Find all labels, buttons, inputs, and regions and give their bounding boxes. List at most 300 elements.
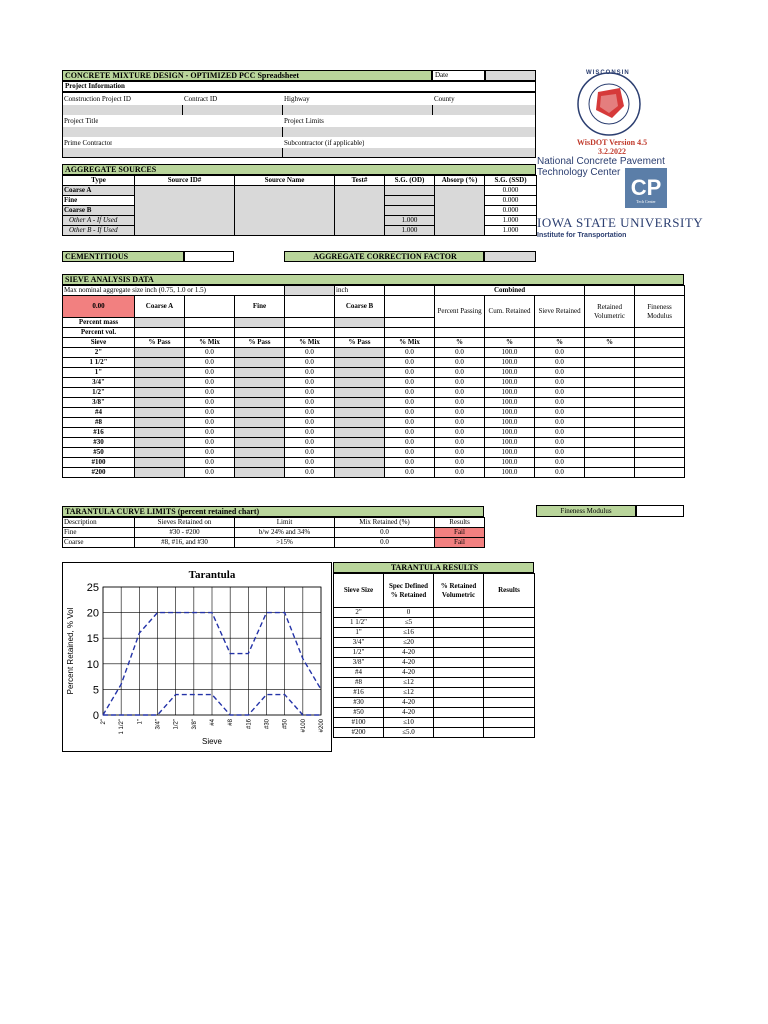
coarse-a-mix: 0.0 xyxy=(185,428,235,438)
fine-pass-input[interactable] xyxy=(235,448,285,458)
fine-mix: 0.0 xyxy=(285,448,335,458)
col-absorp: Absorp (%) xyxy=(435,176,485,186)
results-sieve: 1" xyxy=(334,628,384,638)
type-cell: Coarse A xyxy=(63,186,135,196)
coarse-b-pass-input[interactable] xyxy=(335,408,385,418)
results-col-sieve: Sieve Size xyxy=(334,574,384,608)
cum-retained: 100.0 xyxy=(485,398,535,408)
nominal-size-input[interactable] xyxy=(285,286,335,296)
percent-passing: 0.0 xyxy=(435,398,485,408)
absorp-input[interactable] xyxy=(435,186,485,236)
coarse-a-pass-input[interactable] xyxy=(135,458,185,468)
unit-pct: % xyxy=(535,338,585,348)
fine-mix: 0.0 xyxy=(285,428,335,438)
sieve-retained: 0.0 xyxy=(535,428,585,438)
blank-cell xyxy=(135,328,185,338)
fineness-modulus-label: Fineness Modulus xyxy=(536,505,636,517)
retained-vol xyxy=(585,378,635,388)
results-spec: ≤12 xyxy=(384,678,434,688)
coarse-a-pass-input[interactable] xyxy=(135,418,185,428)
sieve-nominal-row xyxy=(63,286,685,296)
sieve-size: 3/8" xyxy=(63,398,135,408)
retained-vol xyxy=(585,348,635,358)
coarse-b-mix: 0.0 xyxy=(385,388,435,398)
chart-y-tick: 5 xyxy=(92,684,99,697)
coarse-a-pass-input[interactable] xyxy=(135,388,185,398)
limits-col-description: Description xyxy=(63,518,135,528)
results-result xyxy=(484,668,535,678)
percent-passing: 0.0 xyxy=(435,448,485,458)
mix-design-title: CONCRETE MIXTURE DESIGN - OPTIMIZED PCC Spreadsheet xyxy=(62,70,432,81)
sieve-row xyxy=(63,398,685,408)
coarse-b-mix: 0.0 xyxy=(385,378,435,388)
results-result xyxy=(484,678,535,688)
fineness-modulus-cell xyxy=(635,348,685,358)
limit-sieves: #8, #16, and #30 xyxy=(135,538,235,548)
construction-id-field[interactable] xyxy=(63,105,183,115)
chart-title: Tarantula xyxy=(188,569,236,581)
coarse-b-mass-input[interactable] xyxy=(335,318,385,328)
coarse-a-pass-input[interactable] xyxy=(135,378,185,388)
chart-x-tick: 2" xyxy=(101,719,107,725)
cum-retained: 100.0 xyxy=(485,408,535,418)
coarse-a-pass-input[interactable] xyxy=(135,398,185,408)
cum-retained: 100.0 xyxy=(485,448,535,458)
cum-retained: 100.0 xyxy=(485,468,535,478)
inch-label: inch xyxy=(335,286,385,296)
subcontractor-label: Subcontractor (if applicable) xyxy=(284,139,365,147)
blank-cell xyxy=(285,328,335,338)
type-cell: Other A - If Used xyxy=(63,216,135,226)
table-row xyxy=(63,186,537,196)
chart-y-tick: 25 xyxy=(86,582,99,594)
coarse-a-mix: 0.0 xyxy=(185,458,235,468)
sg-od-input[interactable] xyxy=(385,206,435,216)
chart-y-tick: 20 xyxy=(86,607,99,620)
fine-mix: 0.0 xyxy=(285,468,335,478)
cum-retained: 100.0 xyxy=(485,368,535,378)
sieve-row xyxy=(63,388,685,398)
isu-subtitle: Institute for Transportation xyxy=(537,232,627,239)
results-sieve: 2" xyxy=(334,608,384,618)
sieve-row xyxy=(63,438,685,448)
wisdot-seal-icon xyxy=(568,70,650,138)
chart-y-label: Percent Retained, % Vol xyxy=(66,607,75,695)
limit-result: Fail xyxy=(435,528,485,538)
results-sieve: #200 xyxy=(334,728,384,738)
coarse-a-pass-input[interactable] xyxy=(135,358,185,368)
percent-passing: 0.0 xyxy=(435,348,485,358)
coarse-a-mix-header: % Mix xyxy=(185,338,235,348)
coarse-b-pass-input[interactable] xyxy=(335,398,385,408)
sieve-row xyxy=(63,358,685,368)
blank-cell xyxy=(185,328,235,338)
results-spec: 4-20 xyxy=(384,668,434,678)
cementitious-title: CEMENTITIOUS xyxy=(62,251,184,262)
coarse-a-pass-input[interactable] xyxy=(135,428,185,438)
limit-mix: 0.0 xyxy=(335,528,435,538)
coarse-a-mix: 0.0 xyxy=(185,438,235,448)
results-spec: 0 xyxy=(384,608,434,618)
project-title-field[interactable] xyxy=(63,127,283,137)
limit-range: >15% xyxy=(235,538,335,548)
coarse-a-pass-input[interactable] xyxy=(135,468,185,478)
fine-pass-input[interactable] xyxy=(235,398,285,408)
results-retained xyxy=(434,678,484,688)
percent-passing: 0.0 xyxy=(435,428,485,438)
coarse-b-pass-input[interactable] xyxy=(335,388,385,398)
sieve-size: #200 xyxy=(63,468,135,478)
tarantula-limits-table xyxy=(62,517,485,548)
results-result xyxy=(484,718,535,728)
cum-retained: 100.0 xyxy=(485,428,535,438)
sieve-retained: 0.0 xyxy=(535,358,585,368)
coarse-b-mix: 0.0 xyxy=(385,448,435,458)
fine-pass-input[interactable] xyxy=(235,348,285,358)
sieve-retained: 0.0 xyxy=(535,368,585,378)
coarse-a-pass-input[interactable] xyxy=(135,438,185,448)
fineness-modulus-cell xyxy=(635,468,685,478)
results-sieve: #8 xyxy=(334,678,384,688)
project-limits-label: Project Limits xyxy=(284,117,324,125)
fine-mix: 0.0 xyxy=(285,438,335,448)
project-title-label: Project Title xyxy=(64,117,99,125)
acf-title: AGGREGATE CORRECTION FACTOR xyxy=(284,251,484,262)
sg-od-input[interactable]: 1.000 xyxy=(385,216,435,226)
blank-cell xyxy=(385,296,435,318)
results-result xyxy=(484,728,535,738)
coarse-b-pass-input[interactable] xyxy=(335,458,385,468)
coarse-a-mix: 0.0 xyxy=(185,418,235,428)
blank-cell xyxy=(335,328,385,338)
sieve-col-header-row xyxy=(63,338,685,348)
sieve-retained: 0.0 xyxy=(535,378,585,388)
results-spec: ≤5.0 xyxy=(384,728,434,738)
results-col-results: Results xyxy=(484,574,535,608)
sg-ssd-cell: 0.000 xyxy=(485,186,537,196)
results-retained xyxy=(434,688,484,698)
sieve-size: #100 xyxy=(63,458,135,468)
retained-vol xyxy=(585,428,635,438)
results-sieve: 1 1/2" xyxy=(334,618,384,628)
sg-ssd-cell: 0.000 xyxy=(485,196,537,206)
retained-vol xyxy=(585,468,635,478)
sg-ssd-cell: 1.000 xyxy=(485,216,537,226)
coarse-b-mix: 0.0 xyxy=(385,438,435,448)
fine-pass-input[interactable] xyxy=(235,468,285,478)
fineness-modulus-cell xyxy=(635,408,685,418)
results-sieve: #50 xyxy=(334,708,384,718)
sieve-retained: 0.0 xyxy=(535,438,585,448)
limits-col-sieves: Sieves Retained on xyxy=(135,518,235,528)
coarse-b-pass-input[interactable] xyxy=(335,428,385,438)
coarse-a-mix: 0.0 xyxy=(185,408,235,418)
coarse-b-pass-input[interactable] xyxy=(335,378,385,388)
results-spec: ≤16 xyxy=(384,628,434,638)
results-row xyxy=(334,728,535,738)
test-input[interactable] xyxy=(335,186,385,236)
results-sieve: #4 xyxy=(334,668,384,678)
results-result xyxy=(484,638,535,648)
percent-passing: 0.0 xyxy=(435,378,485,388)
tarantula-chart xyxy=(62,562,332,752)
col-sg-ssd: S.G. (SSD) xyxy=(485,176,537,186)
highway-field[interactable] xyxy=(283,105,433,115)
tarantula-results-table xyxy=(333,573,535,738)
prime-contractor-field[interactable] xyxy=(63,148,283,157)
sg-od-input[interactable] xyxy=(385,186,435,196)
coarse-b-header: Coarse B xyxy=(335,296,385,318)
fine-pass-input[interactable] xyxy=(235,408,285,418)
results-spec: 4-20 xyxy=(384,708,434,718)
cum-retained: 100.0 xyxy=(485,388,535,398)
fine-pass-input[interactable] xyxy=(235,428,285,438)
cp-tag: Tech Center xyxy=(636,199,656,204)
sieve-retained: 0.0 xyxy=(535,458,585,468)
ncptc-logo-text: National Concrete Pavement Technology Center xyxy=(537,156,665,178)
cum-retained: 100.0 xyxy=(485,378,535,388)
coarse-a-mix: 0.0 xyxy=(185,398,235,408)
retained-vol xyxy=(585,408,635,418)
results-retained xyxy=(434,638,484,648)
nominal-size-label: Max nominal aggregate size inch (0.75, 1.0 or 1.5) xyxy=(63,286,285,296)
sg-od-input[interactable] xyxy=(385,196,435,206)
coarse-b-pass-input[interactable] xyxy=(335,368,385,378)
chart-x-tick: #200 xyxy=(319,719,325,733)
fineness-modulus-cell xyxy=(635,358,685,368)
fineness-modulus-cell xyxy=(635,418,685,428)
project-limits-field[interactable] xyxy=(283,127,535,137)
coarse-a-pass-input[interactable] xyxy=(135,348,185,358)
coarse-a-pass-input[interactable] xyxy=(135,368,185,378)
results-retained xyxy=(434,728,484,738)
sieve-size: #16 xyxy=(63,428,135,438)
results-row xyxy=(334,638,535,648)
results-sieve: 3/8" xyxy=(334,658,384,668)
fine-mix: 0.0 xyxy=(285,408,335,418)
retained-vol xyxy=(585,398,635,408)
coarse-b-pass-input[interactable] xyxy=(335,358,385,368)
results-sieve: 1/2" xyxy=(334,648,384,658)
percent-passing: 0.0 xyxy=(435,418,485,428)
fine-pass-input[interactable] xyxy=(235,388,285,398)
sieve-analysis-title: SIEVE ANALYSIS DATA xyxy=(62,274,684,285)
percent-passing: 0.0 xyxy=(435,368,485,378)
chart-x-tick: #4 xyxy=(210,719,216,726)
combined-header: Combined xyxy=(435,286,585,296)
fine-pass-input[interactable] xyxy=(235,418,285,428)
tarantula-results-title: TARANTULA RESULTS xyxy=(333,562,534,573)
sieve-size: 3/4" xyxy=(63,378,135,388)
fine-pass-input[interactable] xyxy=(235,358,285,368)
coarse-b-pass-input[interactable] xyxy=(335,468,385,478)
blank-cell xyxy=(435,328,485,338)
fine-mix: 0.0 xyxy=(285,348,335,358)
construction-id-label: Construction Project ID xyxy=(64,95,131,103)
coarse-a-mix: 0.0 xyxy=(185,378,235,388)
results-result xyxy=(484,628,535,638)
blank-cell xyxy=(585,286,635,296)
coarse-a-mix: 0.0 xyxy=(185,348,235,358)
blank-cell xyxy=(385,318,435,328)
limits-header-row xyxy=(63,518,485,528)
blank-cell xyxy=(385,286,435,296)
chart-y-tick: 10 xyxy=(86,658,99,671)
contract-id-field[interactable] xyxy=(183,105,283,115)
percent-passing-header: Percent Passing xyxy=(435,296,485,328)
chart-x-label: Sieve xyxy=(201,737,223,746)
fine-mass-input[interactable] xyxy=(235,318,285,328)
coarse-a-mass-input[interactable] xyxy=(135,318,185,328)
coarse-b-pass-header: % Pass xyxy=(335,338,385,348)
sieve-row xyxy=(63,428,685,438)
sieve-row xyxy=(63,378,685,388)
sieve-retained: 0.0 xyxy=(535,448,585,458)
wisdot-seal xyxy=(568,70,650,138)
results-result xyxy=(484,658,535,668)
coarse-b-pass-input[interactable] xyxy=(335,438,385,448)
percent-passing: 0.0 xyxy=(435,408,485,418)
source-name-input[interactable] xyxy=(235,186,335,236)
percent-vol-row xyxy=(63,328,685,338)
blank-cell xyxy=(285,296,335,318)
chart-x-tick: 1 1/2" xyxy=(119,719,126,735)
limit-desc: Fine xyxy=(63,528,135,538)
table-row xyxy=(63,538,485,548)
fine-pass-input[interactable] xyxy=(235,378,285,388)
coarse-a-pass-header: % Pass xyxy=(135,338,185,348)
results-col-spec: Spec Defined % Retained xyxy=(384,574,434,608)
county-field[interactable] xyxy=(433,105,535,115)
coarse-a-mix: 0.0 xyxy=(185,368,235,378)
coarse-b-mix: 0.0 xyxy=(385,408,435,418)
fine-mix-header: % Mix xyxy=(285,338,335,348)
results-spec: ≤20 xyxy=(384,638,434,648)
fine-pass-input[interactable] xyxy=(235,438,285,448)
results-sieve: #30 xyxy=(334,698,384,708)
chart-x-tick: #100 xyxy=(300,719,307,733)
results-body xyxy=(334,608,535,738)
chart-x-tick: 3/8" xyxy=(191,719,198,730)
results-col-retained: % Retained Volumetric xyxy=(434,574,484,608)
cementitious-field[interactable] xyxy=(184,251,234,262)
unit-pct: % xyxy=(485,338,535,348)
results-retained xyxy=(434,718,484,728)
retained-vol xyxy=(585,438,635,448)
fine-mix: 0.0 xyxy=(285,358,335,368)
sieve-retained-header: Sieve Retained xyxy=(535,296,585,328)
tarantula-chart-svg xyxy=(63,563,331,751)
highway-label: Highway xyxy=(284,95,310,103)
limit-range: b/w 24% and 34% xyxy=(235,528,335,538)
wisdot-version-date: 3.2.2022 xyxy=(598,147,626,156)
fine-mix: 0.0 xyxy=(285,418,335,428)
subcontractor-field[interactable] xyxy=(283,148,535,157)
coarse-b-pass-input[interactable] xyxy=(335,418,385,428)
fine-pass-input[interactable] xyxy=(235,458,285,468)
percent-passing: 0.0 xyxy=(435,458,485,468)
percent-passing: 0.0 xyxy=(435,358,485,368)
chart-y-tick: 15 xyxy=(86,633,99,646)
coarse-a-pass-input[interactable] xyxy=(135,408,185,418)
sieve-row xyxy=(63,348,685,358)
fine-pass-input[interactable] xyxy=(235,368,285,378)
col-test: Test# xyxy=(335,176,385,186)
sieve-size: 1 1/2" xyxy=(63,358,135,368)
limits-col-limit: Limit xyxy=(235,518,335,528)
results-result xyxy=(484,688,535,698)
results-sieve: 3/4" xyxy=(334,638,384,648)
fine-mix: 0.0 xyxy=(285,368,335,378)
sg-od-input[interactable]: 1.000 xyxy=(385,226,435,236)
limit-desc: Coarse xyxy=(63,538,135,548)
results-header-row xyxy=(334,574,535,608)
sieve-size: 1" xyxy=(63,368,135,378)
sieve-col-label: Sieve xyxy=(63,338,135,348)
retained-vol xyxy=(585,358,635,368)
fine-header: Fine xyxy=(235,296,285,318)
coarse-a-pass-input[interactable] xyxy=(135,448,185,458)
date-field[interactable] xyxy=(485,70,536,81)
results-spec: 4-20 xyxy=(384,648,434,658)
cum-retained-header: Cum. Retained xyxy=(485,296,535,328)
fineness-modulus-cell xyxy=(635,378,685,388)
chart-y-tick: 0 xyxy=(92,710,99,722)
unit-pct: % xyxy=(435,338,485,348)
blank-cell xyxy=(535,328,585,338)
col-source-id: Source ID# xyxy=(135,176,235,186)
acf-field[interactable] xyxy=(484,251,536,262)
coarse-b-pass-input[interactable] xyxy=(335,448,385,458)
retained-vol xyxy=(585,448,635,458)
sieve-row xyxy=(63,408,685,418)
blank-cell xyxy=(585,328,635,338)
blank-cell xyxy=(235,328,285,338)
fineness-modulus-cell xyxy=(635,428,685,438)
cum-retained: 100.0 xyxy=(485,418,535,428)
limits-col-mix: Mix Retained (%) xyxy=(335,518,435,528)
percent-passing: 0.0 xyxy=(435,388,485,398)
results-row xyxy=(334,658,535,668)
col-sg-od: S.G. (OD) xyxy=(385,176,435,186)
coarse-a-mix: 0.0 xyxy=(185,448,235,458)
results-row xyxy=(334,708,535,718)
aggregate-sources-title: AGGREGATE SOURCES xyxy=(62,164,536,175)
fineness-modulus-field xyxy=(636,505,684,517)
results-row xyxy=(334,678,535,688)
sieve-table xyxy=(62,285,685,478)
limit-sieves: #30 - #200 xyxy=(135,528,235,538)
results-retained xyxy=(434,628,484,638)
sieve-size: #8 xyxy=(63,418,135,428)
results-row xyxy=(334,718,535,728)
results-result xyxy=(484,648,535,658)
fine-mix: 0.0 xyxy=(285,398,335,408)
results-row xyxy=(334,628,535,638)
results-result xyxy=(484,708,535,718)
coarse-b-pass-input[interactable] xyxy=(335,348,385,358)
blank-cell xyxy=(285,318,335,328)
coarse-b-mix: 0.0 xyxy=(385,468,435,478)
fineness-modulus-cell xyxy=(635,458,685,468)
coarse-b-mix: 0.0 xyxy=(385,358,435,368)
sieve-retained: 0.0 xyxy=(535,468,585,478)
coarse-a-mix: 0.0 xyxy=(185,388,235,398)
fineness-modulus-cell xyxy=(635,388,685,398)
col-type: Type xyxy=(63,176,135,186)
source-id-input[interactable] xyxy=(135,186,235,236)
results-row xyxy=(334,688,535,698)
